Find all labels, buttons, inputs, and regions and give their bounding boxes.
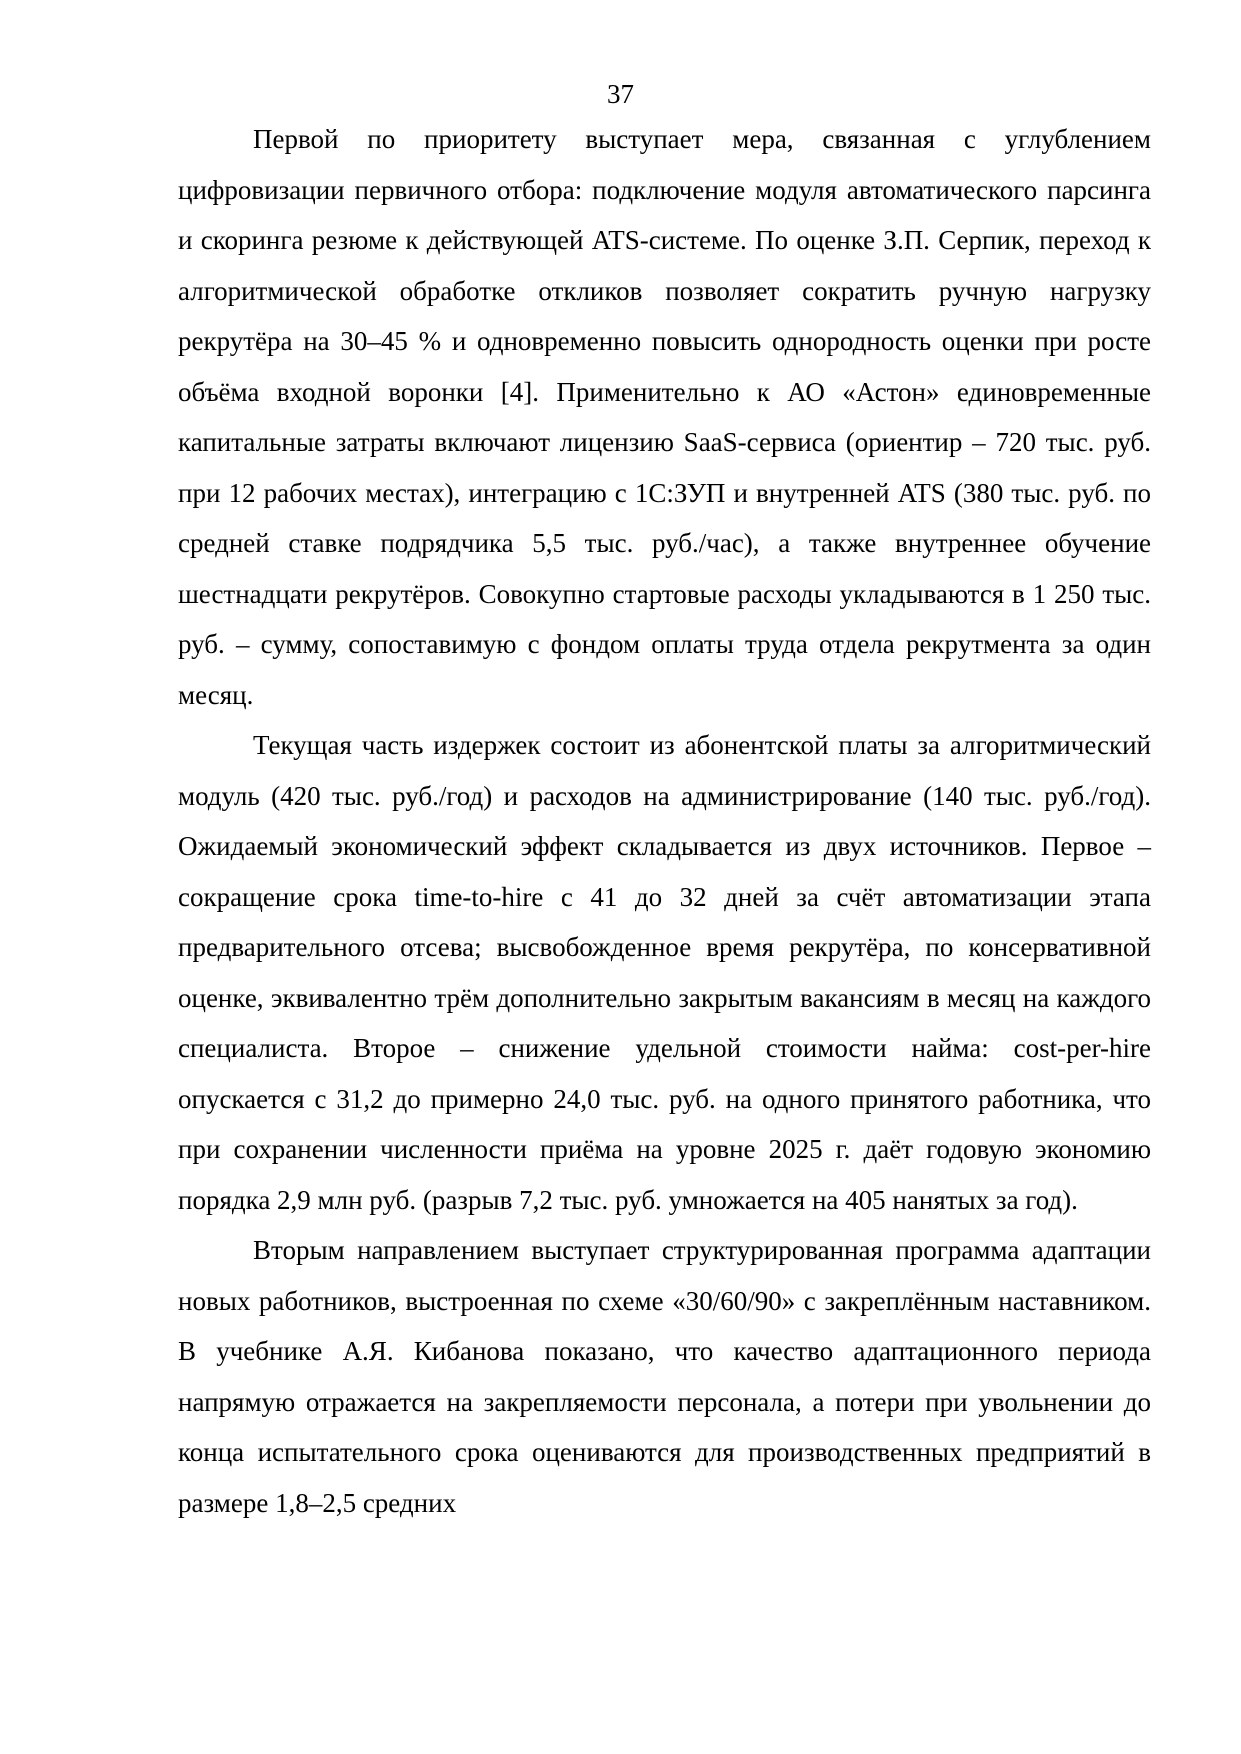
document-body [178,114,1151,1528]
paragraph-adaptation-program: Вторым направлением выступает структурированная программа адаптации новых работников, выстроенная по схеме «30/60/90» с закреплённым наставником. В учебнике А.Я. Кибанова показано, что качество адаптационного периода напрямую отражается на закрепляемости персонала, а потери при увольнении до конца испытательного срока оцениваются для производственных предприятий в размере 1,8–2,5 средних [178,1235,1151,1518]
paragraph-economic-effect: Текущая часть издержек состоит из абонентской платы за алгоритмический модуль (420 тыс. руб./год) и расходов на администрирование (140 тыс. руб./год). Ожидаемый экономический эффект складывается из двух источников. Первое – сокращение срока time-to-hire с 41 до 32 дней за счёт автоматизации этапа предварительного отсева; высвобожденное время рекрутёра, по консервативной оценке, эквивалентно трём дополнительно закрытым вакансиям в месяц на каждого специалиста. Второе – снижение удельной стоимости найма: cost-per-hire опускается с 31,2 до примерно 24,0 тыс. руб. на одного принятого работника, что при сохранении численности приёма на уровне 2025 г. даёт годовую экономию порядка 2,9 млн руб. (разрыв 7,2 тыс. руб. умножается на 405 нанятых за год). [178,730,1151,1215]
paragraph-ats-digitalization: Первой по приоритету выступает мера, связанная с углублением цифровизации первичного отбора: подключение модуля автоматического парсинга и скоринга резюме к действующей ATS-системе. По оценке З.П. Серпик, переход к алгоритмической обработке откликов позволяет сократить ручную нагрузку рекрутёра на 30–45 % и одновременно повысить однородность оценки при росте объёма входной воронки [4]. Применительно к АО «Астон» единовременные капитальные затраты включают лицензию SaaS-сервиса (ориентир – 720 тыс. руб. при 12 рабочих местах), интеграцию с 1С:ЗУП и внутренней ATS (380 тыс. руб. по средней ставке подрядчика 5,5 тыс. руб./час), а также внутреннее обучение шестнадцати рекрутёров. Совокупно стартовые расходы укладываются в 1 250 тыс. руб. – сумму, сопоставимую с фондом оплаты труда отдела рекрутмента за один месяц. [178,124,1151,710]
page-number: 37 [607,79,634,109]
